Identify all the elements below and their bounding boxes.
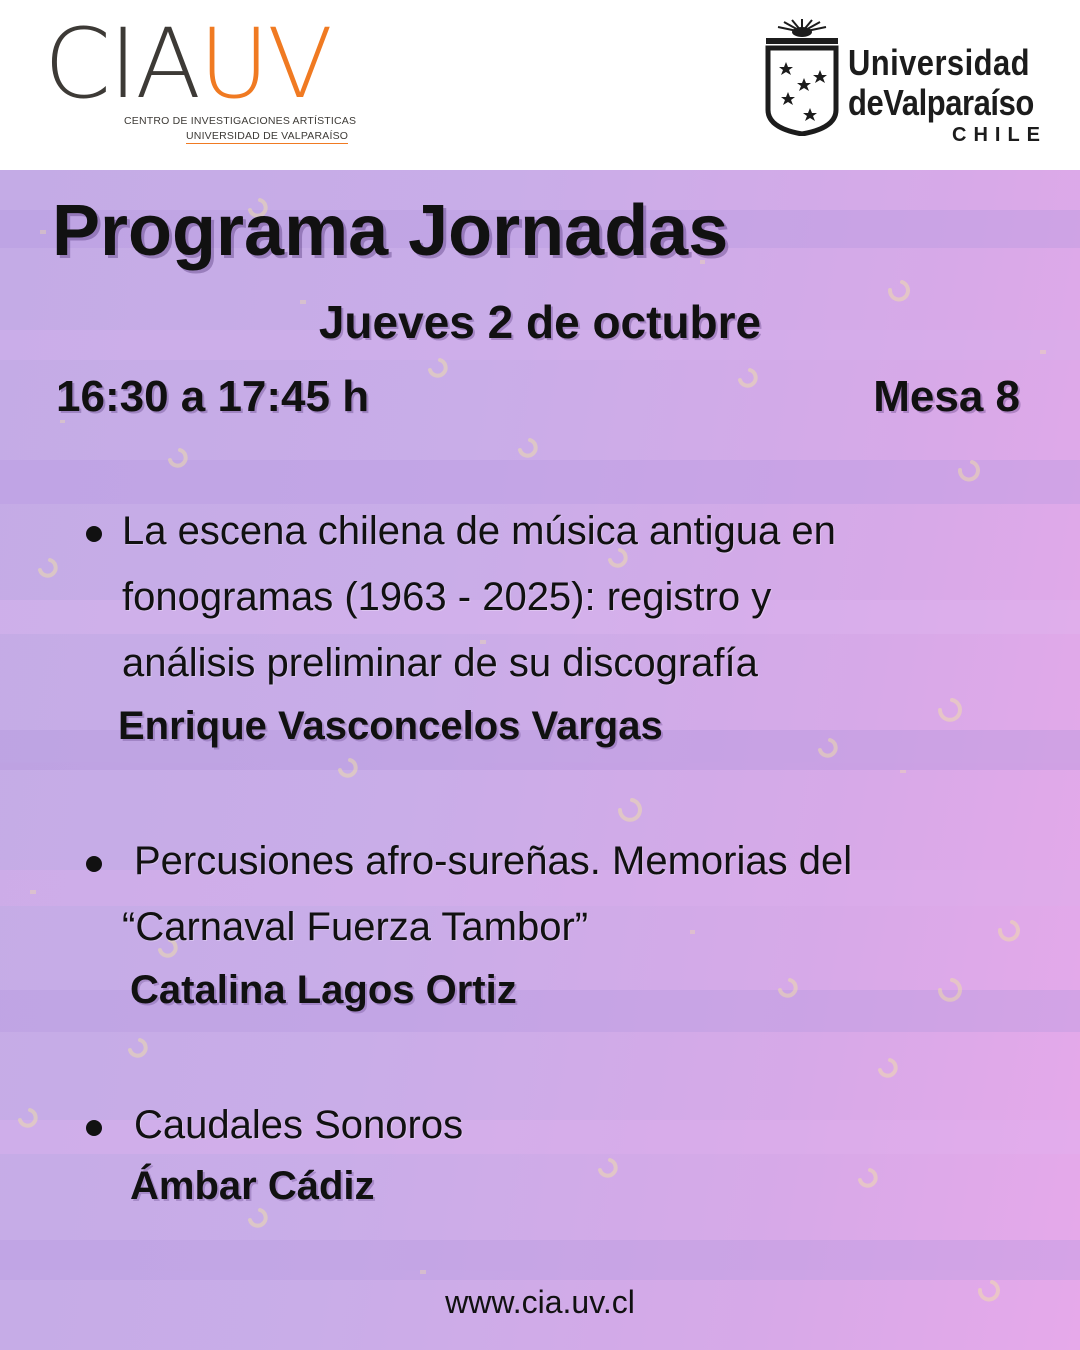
website-link[interactable]: www.cia.uv.cl — [445, 1284, 635, 1320]
session-label: Mesa 8 — [873, 372, 1020, 421]
talk-title — [134, 1092, 463, 1158]
talk-title-line: Percusiones afro-sureñas. Memorias del — [134, 839, 853, 883]
talk-author: Ámbar Cádiz — [130, 1164, 375, 1208]
ciauv-subtitle-line2: UNIVERSIDAD DE VALPARAÍSO — [186, 130, 349, 142]
bullet-icon — [86, 856, 102, 872]
talk-title-line: Caudales Sonoros — [134, 1103, 464, 1147]
talk-title-line: fonogramas (1963 - 2025): registro y — [122, 575, 772, 619]
ciauv-subtitle-line1: CENTRO DE INVESTIGACIONES ARTÍSTICAS — [124, 115, 357, 127]
event-date: Jueves 2 de octubre — [318, 296, 762, 348]
talk-title-line: La escena chilena de música antigua en — [122, 509, 836, 553]
talk-author: Catalina Lagos Ortiz — [130, 968, 517, 1012]
talk-title-line: análisis preliminar de su discografía — [122, 641, 758, 685]
talk-title — [122, 498, 836, 696]
bullet-icon — [86, 526, 102, 542]
bullet-icon — [86, 1120, 102, 1136]
uv-country: CHILE — [952, 124, 1047, 146]
session-time: 16:30 a 17:45 h — [56, 372, 370, 421]
ciauv-logo-ci: CIA — [44, 8, 200, 120]
ciauv-logo-uv: UV — [199, 8, 331, 120]
talk-author: Enrique Vasconcelos Vargas — [118, 704, 663, 748]
talk-title-line: “Carnaval Fuerza Tambor” — [122, 905, 589, 949]
uv-name-line2: deValparaíso — [848, 82, 1034, 123]
uv-name-line1: Universidad — [848, 42, 1030, 83]
talk-title — [122, 828, 852, 960]
page-title: Programa Jornadas — [52, 191, 729, 271]
